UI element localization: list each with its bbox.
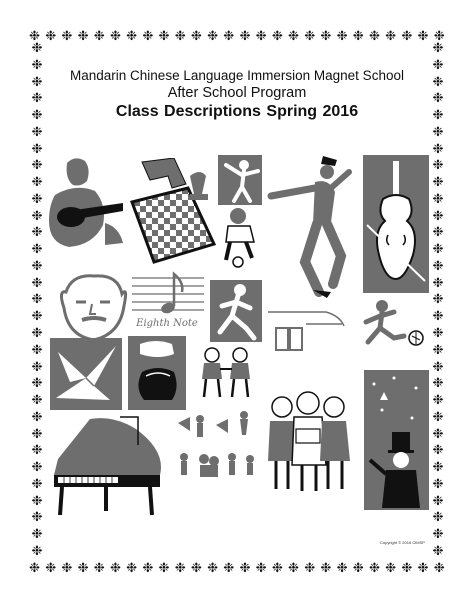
- asterisk-border-bottom: [28, 561, 446, 575]
- asterisk-ornament: ❉: [432, 292, 444, 308]
- asterisk-ornament: ❉: [432, 460, 444, 476]
- asterisk-ornament: ❉: [432, 258, 444, 274]
- asterisk-ornament: ❉: [31, 57, 43, 73]
- asterisk-ornament: ❉: [368, 561, 380, 575]
- asterisk-ornament: ❉: [174, 29, 186, 43]
- asterisk-ornament: ❉: [432, 175, 444, 191]
- asterisk-ornament: ❉: [31, 275, 43, 291]
- asterisk-ornament: ❉: [432, 493, 444, 509]
- school-name: Mandarin Chinese Language Immersion Magnet School: [70, 68, 404, 83]
- asterisk-ornament: ❉: [432, 124, 444, 140]
- asterisk-ornament: ❉: [31, 191, 43, 207]
- asterisk-ornament: ❉: [77, 29, 89, 43]
- asterisk-ornament: ❉: [432, 376, 444, 392]
- asterisk-ornament: ❉: [190, 561, 202, 575]
- asterisk-ornament: ❉: [255, 29, 267, 43]
- asterisk-ornament: ❉: [109, 29, 121, 43]
- asterisk-ornament: ❉: [432, 527, 444, 543]
- asterisk-ornament: ❉: [31, 393, 43, 409]
- asterisk-ornament: ❉: [45, 561, 57, 575]
- asterisk-ornament: ❉: [31, 141, 43, 157]
- asterisk-ornament: ❉: [432, 208, 444, 224]
- asterisk-ornament: ❉: [432, 108, 444, 124]
- asterisk-ornament: ❉: [126, 561, 138, 575]
- asterisk-ornament: ❉: [432, 393, 444, 409]
- asterisk-border-top: [28, 29, 446, 43]
- soccer-player-image: [218, 206, 262, 268]
- asterisk-ornament: ❉: [336, 29, 348, 43]
- asterisk-ornament: ❉: [432, 359, 444, 375]
- choir-children-image: [264, 385, 352, 495]
- asterisk-ornament: ❉: [432, 326, 444, 342]
- asterisk-ornament: ❉: [174, 561, 186, 575]
- asterisk-ornament: ❉: [31, 510, 43, 526]
- asterisk-ornament: ❉: [31, 124, 43, 140]
- asterisk-ornament: ❉: [31, 493, 43, 509]
- chess-board-image: [128, 158, 216, 266]
- asterisk-ornament: ❉: [304, 561, 316, 575]
- asterisk-ornament: ❉: [432, 242, 444, 258]
- asterisk-ornament: ❉: [207, 29, 219, 43]
- calligraphy-brush-image: [266, 308, 346, 352]
- grand-piano-image: [50, 415, 168, 519]
- einstein-image: [58, 272, 128, 342]
- asterisk-ornament: ❉: [31, 309, 43, 325]
- asterisk-ornament: ❉: [31, 476, 43, 492]
- asterisk-ornament: ❉: [432, 158, 444, 174]
- asterisk-ornament: ❉: [29, 29, 40, 43]
- asterisk-ornament: ❉: [433, 29, 445, 43]
- asterisk-ornament: ❉: [190, 29, 202, 43]
- asterisk-ornament: ❉: [401, 561, 413, 575]
- asterisk-ornament: ❉: [31, 242, 43, 258]
- asterisk-ornament: ❉: [336, 561, 348, 575]
- gymnast-image: [218, 155, 262, 205]
- asterisk-ornament: ❉: [385, 561, 397, 575]
- asterisk-ornament: ❉: [385, 29, 397, 43]
- asterisk-ornament: ❉: [31, 175, 43, 191]
- asterisk-ornament: ❉: [77, 561, 89, 575]
- asterisk-ornament: ❉: [207, 561, 219, 575]
- asterisk-ornament: ❉: [31, 342, 43, 358]
- asterisk-ornament: ❉: [352, 29, 364, 43]
- asterisk-ornament: ❉: [31, 426, 43, 442]
- soccer-kick-image: [360, 298, 428, 354]
- asterisk-ornament: ❉: [432, 42, 444, 56]
- asterisk-ornament: ❉: [31, 326, 43, 342]
- asterisk-ornament: ❉: [29, 561, 40, 575]
- asterisk-ornament: ❉: [31, 108, 43, 124]
- asterisk-ornament: ❉: [31, 42, 43, 56]
- asterisk-ornament: ❉: [417, 561, 429, 575]
- asterisk-ornament: ❉: [432, 409, 444, 425]
- eighth-note-label: Eighth Note: [136, 318, 198, 329]
- asterisk-ornament: ❉: [31, 409, 43, 425]
- asterisk-ornament: ❉: [31, 543, 43, 558]
- clay-pottery-image: [128, 336, 186, 410]
- asterisk-ornament: ❉: [320, 561, 332, 575]
- asterisk-ornament: ❉: [304, 29, 316, 43]
- asterisk-ornament: ❉: [432, 91, 444, 107]
- guitarist-image: [45, 155, 125, 250]
- asterisk-ornament: ❉: [368, 29, 380, 43]
- runner-image: [210, 280, 262, 342]
- asterisk-ornament: ❉: [31, 443, 43, 459]
- kids-holding-hands-image: [192, 345, 260, 403]
- asterisk-ornament: ❉: [432, 543, 444, 558]
- asterisk-ornament: ❉: [271, 29, 283, 43]
- asterisk-ornament: ❉: [288, 561, 299, 575]
- asterisk-ornament: ❉: [93, 29, 105, 43]
- asterisk-ornament: ❉: [142, 29, 154, 43]
- asterisk-ornament: ❉: [271, 561, 283, 575]
- asterisk-ornament: ❉: [352, 561, 364, 575]
- asterisk-ornament: ❉: [288, 29, 299, 43]
- asterisk-ornament: ❉: [93, 561, 105, 575]
- asterisk-ornament: ❉: [31, 527, 43, 543]
- asterisk-ornament: ❉: [126, 29, 138, 43]
- asterisk-ornament: ❉: [432, 309, 444, 325]
- asterisk-ornament: ❉: [239, 561, 251, 575]
- asterisk-ornament: ❉: [31, 258, 43, 274]
- asterisk-ornament: ❉: [432, 225, 444, 241]
- asterisk-ornament: ❉: [158, 29, 170, 43]
- asterisk-ornament: ❉: [432, 510, 444, 526]
- asterisk-ornament: ❉: [432, 191, 444, 207]
- violin-image: [363, 155, 429, 293]
- asterisk-ornament: ❉: [432, 342, 444, 358]
- asterisk-ornament: ❉: [31, 208, 43, 224]
- origami-crane-image: [50, 338, 122, 410]
- asterisk-ornament: ❉: [255, 561, 267, 575]
- asterisk-ornament: ❉: [432, 275, 444, 291]
- asterisk-ornament: ❉: [31, 91, 43, 107]
- asterisk-ornament: ❉: [109, 561, 121, 575]
- asterisk-ornament: ❉: [61, 29, 73, 43]
- asterisk-ornament: ❉: [31, 359, 43, 375]
- program-name: After School Program: [167, 85, 307, 101]
- asterisk-ornament: ❉: [61, 561, 73, 575]
- asterisk-ornament: ❉: [432, 443, 444, 459]
- asterisk-ornament: ❉: [223, 29, 235, 43]
- asterisk-ornament: ❉: [31, 460, 43, 476]
- asterisk-ornament: ❉: [433, 561, 445, 575]
- asterisk-ornament: ❉: [432, 57, 444, 73]
- magician-image: [364, 370, 429, 510]
- asterisk-ornament: ❉: [158, 561, 170, 575]
- asterisk-ornament: ❉: [223, 561, 235, 575]
- asterisk-ornament: ❉: [432, 476, 444, 492]
- dancer-image: [265, 152, 360, 300]
- asterisk-ornament: ❉: [31, 158, 43, 174]
- asterisk-ornament: ❉: [31, 376, 43, 392]
- cheerleaders-image: [174, 405, 260, 487]
- asterisk-ornament: ❉: [432, 426, 444, 442]
- asterisk-ornament: ❉: [31, 225, 43, 241]
- asterisk-ornament: ❉: [417, 29, 429, 43]
- copyright-notice: Copyright © 2016 CIMSP: [380, 540, 425, 545]
- asterisk-ornament: ❉: [31, 74, 43, 90]
- asterisk-ornament: ❉: [31, 292, 43, 308]
- asterisk-ornament: ❉: [239, 29, 251, 43]
- asterisk-ornament: ❉: [142, 561, 154, 575]
- asterisk-ornament: ❉: [45, 29, 57, 43]
- asterisk-ornament: ❉: [432, 74, 444, 90]
- asterisk-ornament: ❉: [320, 29, 332, 43]
- page-title: Class Descriptions Spring 2016: [115, 103, 359, 120]
- asterisk-ornament: ❉: [401, 29, 413, 43]
- asterisk-ornament: ❉: [432, 141, 444, 157]
